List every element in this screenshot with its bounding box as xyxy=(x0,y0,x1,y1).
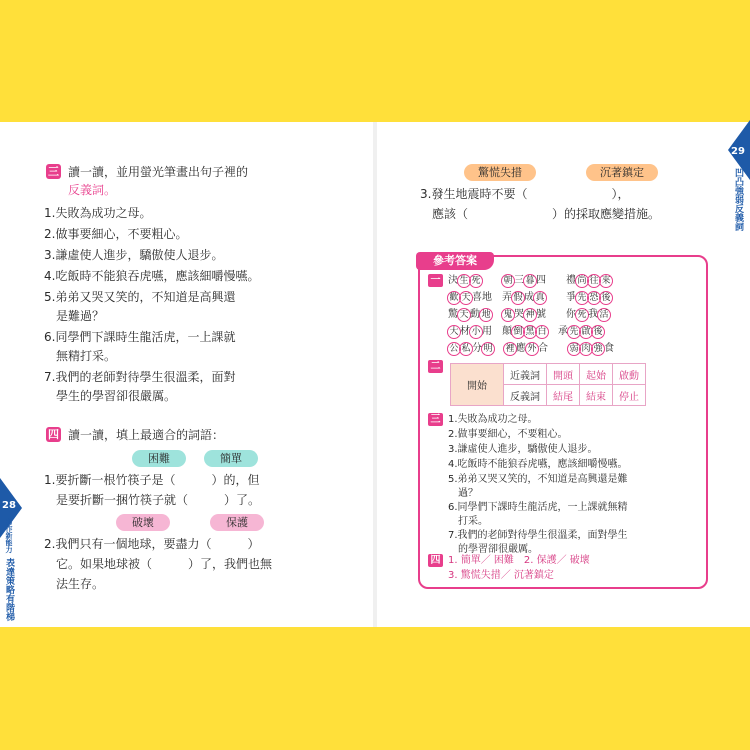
section-4-q2-line1: 2.我們只有一個地球，要盡力（ ） xyxy=(44,537,260,551)
antonym-1: 結尾 xyxy=(547,385,580,406)
answer-4-badge: 四 xyxy=(428,554,443,567)
answer-4-line-2: 3. 驚慌失措／ 沉著鎮定 xyxy=(448,570,554,581)
word-pill-simple: 簡單 xyxy=(204,450,258,467)
answer-3-badge: 三 xyxy=(428,413,443,426)
answer-3-line-1: 1.失敗為成功之母。 xyxy=(448,414,538,425)
page-gutter xyxy=(373,122,377,627)
section-3-badge: 三 xyxy=(48,165,59,178)
section-3-item-2: 2.做事要細心，不要粗心。 xyxy=(44,227,188,241)
answer-3-line-5: 5.弟弟又哭又笑的，不知道是高興還是難 xyxy=(448,474,628,485)
synonym-2: 起始 xyxy=(580,364,613,385)
antonym-row-label: 反義詞 xyxy=(504,385,547,406)
section-4-q2-line3: 法生存。 xyxy=(56,577,105,591)
word-pill-panic: 驚慌失措 xyxy=(464,164,536,181)
answer-4-line-1: 1. 簡單／ 困難 2. 保護／ 破壞 xyxy=(448,555,590,566)
idiom-row-1: 決生 死 朝 三暮 四 禮尚 往 來 xyxy=(448,272,614,289)
section-3-item-7-cont: 學生的學習卻很嚴厲。 xyxy=(56,389,177,403)
left-side-title: 表達策略有階梯 xyxy=(4,558,14,621)
synonym-antonym-table xyxy=(450,363,646,406)
section-4-instruction: 讀一讀，填上最適合的詞語： xyxy=(68,428,225,442)
section-3-item-6: 6.同學們下課時生龍活虎，一上課就 xyxy=(44,330,236,344)
section-4-q1-line2: 是要折斷一捆竹筷子就（ ）了。 xyxy=(56,493,261,507)
section-4-q1-line1: 1.要折斷一根竹筷子是（ ）的，但 xyxy=(44,473,260,487)
right-page-number: 29 xyxy=(731,146,745,157)
answer-1-badge: 一 xyxy=(428,274,443,287)
answer-2-badge: 二 xyxy=(428,360,443,373)
synonym-1: 開頭 xyxy=(547,364,580,385)
section-4-q3-line2: 應該（ ）的採取應變措施。 xyxy=(432,207,661,221)
word-pill-difficult: 困難 xyxy=(132,450,186,467)
idiom-row-4: 大 材小 用 顛倒 黑 白 承先 啟 後 xyxy=(448,323,614,340)
right-side-vertical-label: 凹凸強弱反義詞 xyxy=(733,168,743,231)
idiom-row-5: 公 私 分明 裡 應外 合 弱 肉 強 食 xyxy=(448,340,614,357)
idiom-row-2: 歡 天 喜地 弄假 成真 爭先 恐 後 xyxy=(448,289,614,306)
answer-3-line-7: 7.我們的老師對待學生很溫柔，面對學生 xyxy=(448,530,628,541)
section-3-item-1: 1.失敗為成功之母。 xyxy=(44,206,152,220)
idiom-row-3: 驚天 動地 鬼 哭神 號 你死 我活 xyxy=(448,306,614,323)
synonym-row-label: 近義詞 xyxy=(504,364,547,385)
antonym-3: 停止 xyxy=(613,385,646,406)
top-yellow-band xyxy=(0,0,750,122)
answer-1-idioms xyxy=(448,272,614,357)
word-pill-destroy: 破壞 xyxy=(116,514,170,531)
word-pill-protect: 保護 xyxy=(210,514,264,531)
section-3-item-5-cont: 是難過？ xyxy=(56,309,105,323)
answer-3-line-4: 4.吃飯時不能狼吞虎嚥，應該細嚼慢嚥。 xyxy=(448,459,628,470)
answer-3-line-3: 3.謙虛使人進步，驕傲使人退步。 xyxy=(448,444,598,455)
word-pill-calm: 沉著鎮定 xyxy=(586,164,658,181)
section-3-item-3: 3.謙虛使人進步，驕傲使人退步。 xyxy=(44,248,224,262)
left-page-number: 28 xyxy=(2,500,16,511)
answer-3-line-6-cont: 打采。 xyxy=(448,516,488,527)
section-4-q2-line2: 它。如果地球被（ ）了，我們也無 xyxy=(56,557,273,571)
answer-3-line-7-cont: 的學習卻很嚴厲。 xyxy=(448,544,538,555)
answer-3-line-5-cont: 過？ xyxy=(448,488,478,499)
antonym-2: 結束 xyxy=(580,385,613,406)
section-3-item-5: 5.弟弟又哭又笑的，不知道是高興還 xyxy=(44,290,236,304)
answer-3-line-6: 6.同學們下課時生龍活虎，一上課就無精 xyxy=(448,502,628,513)
section-3-instruction: 讀一讀，並用螢光筆畫出句子裡的 xyxy=(68,165,249,179)
section-4-q3-line1: 3.發生地震時不要（ ）， xyxy=(420,187,630,201)
answer-title: 參考答案 xyxy=(416,252,494,270)
section-3-item-7: 7.我們的老師對待學生很溫柔，面對 xyxy=(44,370,236,384)
section-3-item-6-cont: 無精打采。 xyxy=(56,349,117,363)
answer-3-line-2: 2.做事要細心，不要粗心。 xyxy=(448,429,568,440)
left-side-vertical-label: 寫作新能力 xyxy=(5,518,13,553)
section-3-instruction-keyword: 反義詞。 xyxy=(68,183,117,197)
bottom-yellow-band xyxy=(0,627,750,750)
table-keyword: 開始 xyxy=(451,364,504,406)
synonym-3: 啟動 xyxy=(613,364,646,385)
section-4-badge: 四 xyxy=(48,428,59,441)
section-3-item-4: 4.吃飯時不能狼吞虎嚥，應該細嚼慢嚥。 xyxy=(44,269,260,283)
